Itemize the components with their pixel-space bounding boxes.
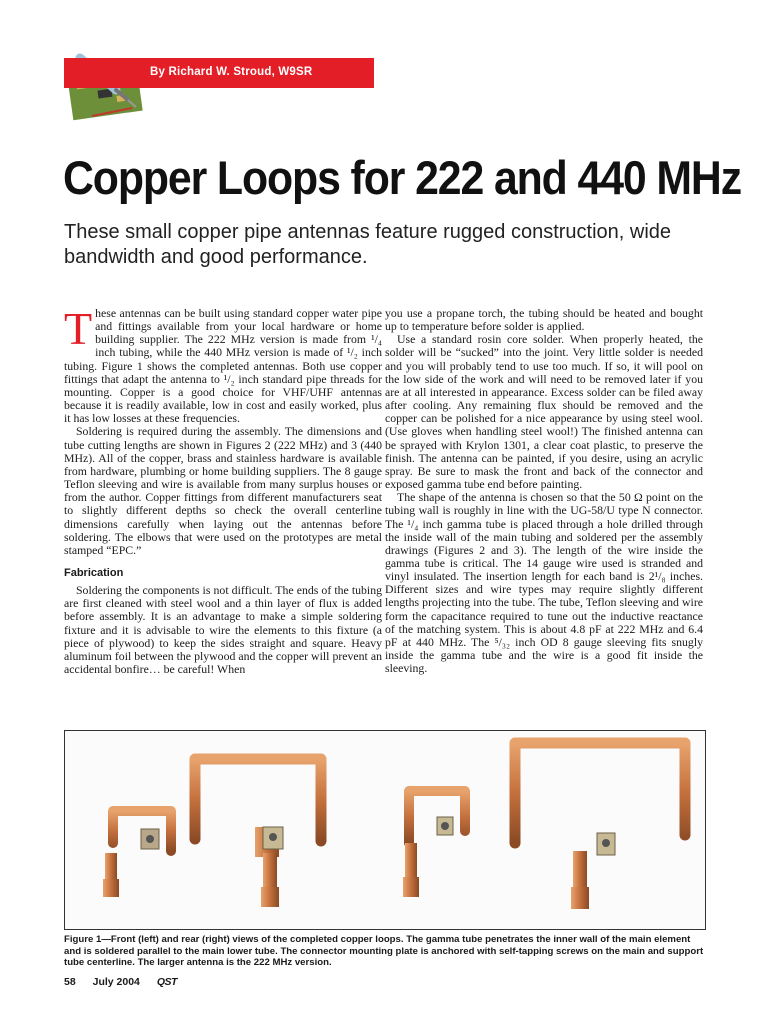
figure-caption: Figure 1—Front (left) and rear (right) views of the completed copper loops. The gamma tube penetrates the inner wall of the main element and is soldered parallel to the main lower tube. The connector mounting plate is anchored with self-tapping screws on the main and support tube centerline. The larger antenna is the 222 MHz version. — [64, 934, 704, 968]
paragraph: Use a standard rosin core solder. When properly heated, the solder will be “sucked” into the joint. Very little solder is needed and you will probably tend to use too much. If so, it will pool on the low side of the work and will need to be removed later if you are at all interested in appearance. Excess solder can be filed away after cooling. Any remaining flux should be removed and the copper can be polished for a nice appearance by using steel wool. (Use gloves when handling steel wool!) The finished antenna can be sprayed with Krylon 1301, a clear coat plastic, to preserve the finish. The antenna can be painted, if you desire, using an acrylic spray. Be sure to mask the front and back of the connector and exposed gamma tube end before painting. — [385, 332, 703, 492]
page-number: 58 — [64, 976, 76, 988]
paragraph: you use a propane torch, the tubing should be heated and bought up to temperature before solder is applied. — [385, 306, 703, 334]
paragraph: The shape of the antenna is chosen so that the 50 Ω point on the tubing wall is roughly in line with the UG-58/U type N connector. The ¹/₄ inch gamma tube is placed through a hole drilled through the inside wall of the main tubing and soldered per the assembly drawings (Figures 2 and 3). The length of the wire inside the gamma tube is critical. The 14 gauge wire used is stranded and vinyl insulated. The insertion length for each band is 2¹/₈ inches. Different sizes and wire types may require slightly different lengths projecting into the tube. The tube, Teflon sleeving and wire form the capacitance required to tune out the inductive reactance of the matching system. This is about 4.8 pF at 222 MHz and 6.4 pF at 440 MHz. The ⁵/₃₂ inch OD 8 gauge sleeving fits snugly inside the gamma tube and the wire is a good fit inside the sleeving. — [385, 490, 703, 676]
paragraph: Soldering the components is not difficult. The ends of the tubing are first cleaned with steel wool and a thin layer of flux is added before assembly. It is an advantage to make a simple soldering fixture and it is advisable to wire the elements to this fixture (a piece of plywood) to keep the sides straight and square. Heavy aluminum foil between the plywood and the copper will prevent an accidental bonfire… be careful! When — [64, 583, 382, 677]
section-heading: Fabrication — [64, 566, 124, 579]
byline: By Richard W. Stroud, W9SR — [150, 66, 313, 78]
paragraph: Soldering is required during the assembly. The dimensions and tube cutting lengths are shown in Figures 2 (222 MHz) and 3 (440 MHz). All of the copper, brass and stainless hardware is available from hardware, plumbing or home building suppliers. The 8 gauge Teflon sleeving and wire is available from many surplus houses or from the author. Copper fittings from different manufacturers seat to slightly different depths so check the overall centerline dimensions carefully when laying out the antennas before soldering. The elbows that were used on the prototypes are metal stamped “EPC.” — [64, 424, 382, 557]
issue-date: July 2004 — [92, 976, 140, 988]
magazine-logo: QST — [156, 976, 177, 988]
page-footer — [64, 976, 191, 988]
figure-1-photo — [64, 730, 706, 930]
left-column — [64, 303, 382, 677]
paragraph: These antennas can be built using standard copper water pipe and fittings available from your local hardware or home building supplier. The 222 MHz version is made from ¹/₄ inch tubing, while the 440 MHz version is made of ¹/₂ inch tubing. Figure 1 shows the completed antennas. Both use copper fittings that adapt the antenna to ¹/₂ inch standard pipe threads for mounting. Copper is a good choice for VHF/UHF antennas because it is readily available, low in cost and easily worked, plus it has low losses at these frequencies. — [64, 303, 382, 426]
article-title: Copper Loops for 222 and 440 MHz — [63, 151, 742, 204]
drop-cap: T — [64, 303, 93, 354]
article-subtitle: These small copper pipe antennas feature rugged construction, wide bandwidth and good performance. — [64, 221, 672, 268]
right-column — [385, 307, 703, 675]
copper-loop-antennas-image — [65, 731, 705, 929]
